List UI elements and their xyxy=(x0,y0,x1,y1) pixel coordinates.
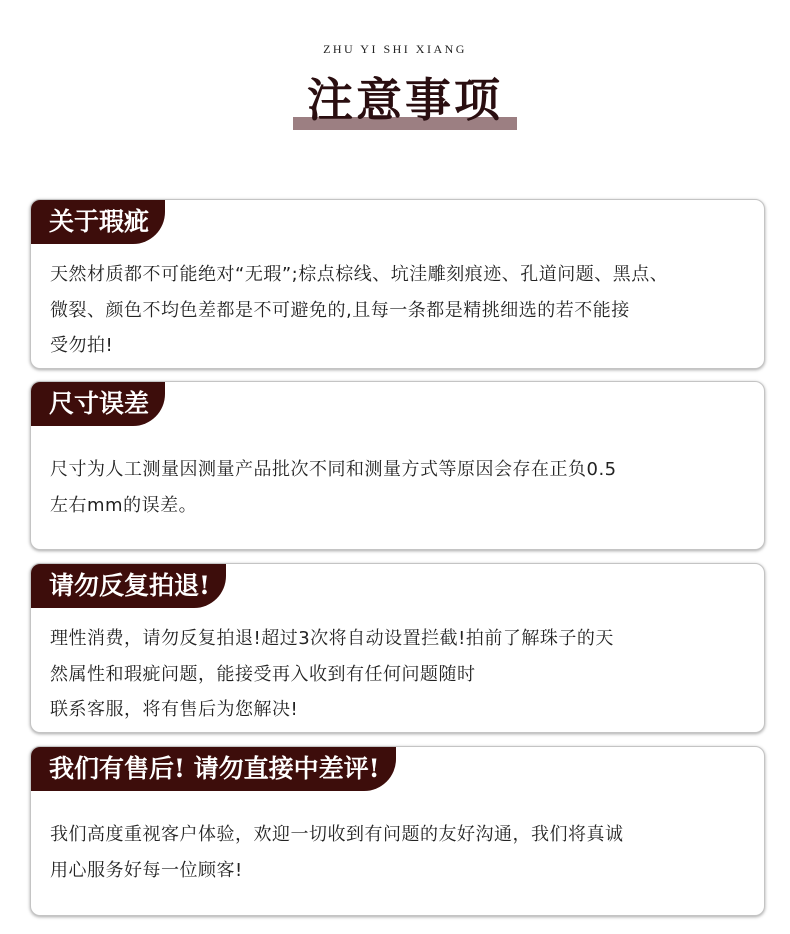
card-heading-no-repeat-return: 请勿反复拍退! xyxy=(31,564,226,608)
card-heading-after-sales: 我们有售后! 请勿直接中差评! xyxy=(31,747,396,791)
title-block xyxy=(293,72,517,130)
card-body-flaws xyxy=(50,257,748,364)
notice-card-size-error xyxy=(30,381,765,550)
card-text-line: 左右mm的误差。 xyxy=(50,494,198,516)
card-text-line: 天然材质都不可能绝对“无瑕”;棕点棕线、坑洼雕刻痕迹、孔道问题、黑点、 xyxy=(50,264,669,285)
notice-card-no-repeat-return xyxy=(30,563,765,733)
card-text-line: 理性消费，请勿反复拍退!超过3次将自动设置拦截!拍前了解珠子的天 xyxy=(50,628,614,649)
page-title: 注意事项 xyxy=(307,73,503,127)
card-text-line: 联系客服，将有售后为您解决! xyxy=(50,699,299,720)
card-body-after-sales xyxy=(50,817,748,888)
card-text-line: 尺寸为人工测量因测量产品批次不同和测量方式等原因会存在正负0.5 xyxy=(50,459,617,480)
notice-card-flaws xyxy=(30,199,765,369)
notice-card-after-sales xyxy=(30,746,765,916)
card-heading-size-error: 尺寸误差 xyxy=(31,382,165,426)
card-body-size-error xyxy=(50,452,748,523)
card-text-line: 然属性和瑕疵问题，能接受再入收到有任何问题随时 xyxy=(50,663,476,685)
card-body-no-repeat-return xyxy=(50,621,748,728)
card-text-line: 受勿拍! xyxy=(50,335,114,356)
card-text-line: 微裂、颜色不均色差都是不可避免的,且每一条都是精挑细选的若不能接 xyxy=(50,299,630,321)
card-text-line: 用心服务好每一位顾客! xyxy=(50,859,243,881)
page-subtitle: ZHU YI SHI XIANG xyxy=(323,42,467,56)
card-text-line: 我们高度重视客户体验，欢迎一切收到有问题的友好沟通，我们将真诚 xyxy=(50,824,624,845)
card-heading-flaws: 关于瑕疵 xyxy=(31,200,165,244)
page-header xyxy=(0,0,790,170)
